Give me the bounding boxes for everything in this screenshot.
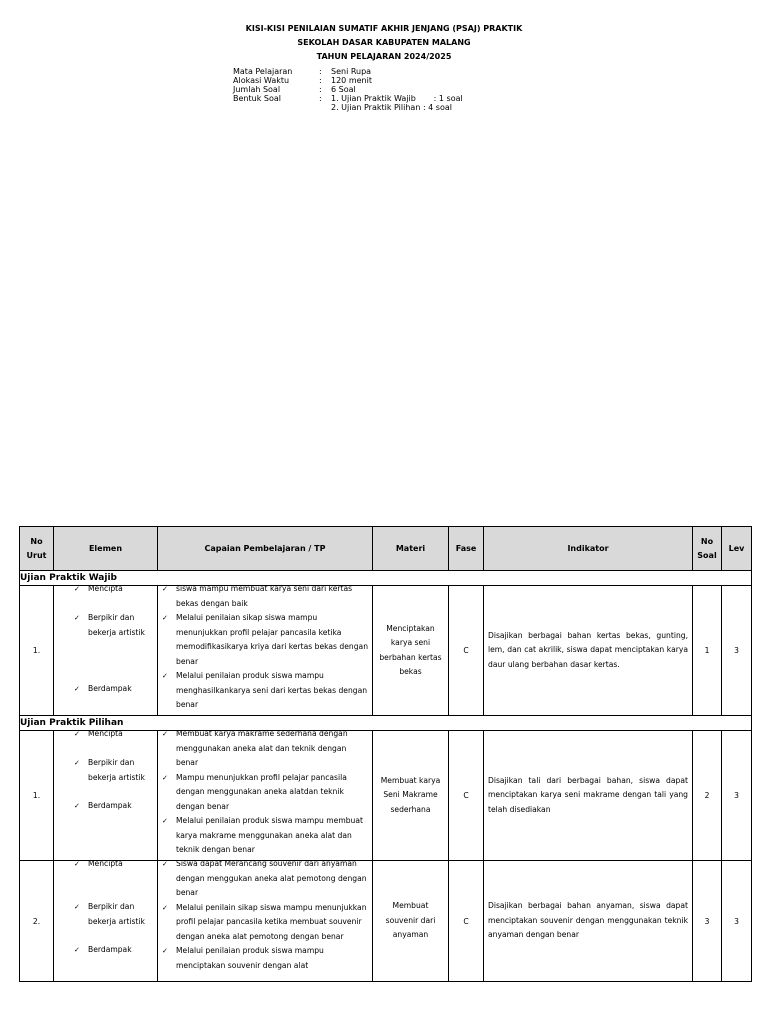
element-item [54, 727, 157, 742]
cell-lev: 3 [722, 731, 752, 861]
cell-indikator [484, 586, 693, 716]
capaian-text: Membuat karya makrame sederhana dengan menggunakan aneka alat dan teknik dengan benar [176, 730, 348, 767]
cell-materi [373, 731, 449, 861]
indikator-text: Disajikan tali dari berbagai bahan, siswa dapat menciptakan karya seni makrame dengan tali yang telah disediakan [488, 775, 688, 814]
table-row [20, 586, 752, 716]
info-value-continued: 2. Ujian Praktik Pilihan : 4 soal [331, 103, 452, 112]
check-icon: ✓ [162, 860, 168, 868]
capaian-item [158, 771, 372, 815]
info-sep: : [319, 94, 322, 103]
indikator-text: Disajikan berbagai bahan kertas bekas, gunting, lem, dan cat akrilik, siswa dapat menciptakan karya daur ulang berbahan dasar kertas. [488, 630, 688, 669]
element-label: Berpikir dan bekerja artistik [88, 758, 145, 782]
element-item [54, 943, 157, 958]
info-row-mapel [233, 67, 463, 76]
cell-lev: 3 [722, 586, 752, 716]
info-sep: : [319, 76, 322, 85]
check-icon: ✓ [162, 773, 168, 782]
cell-elemen [54, 861, 158, 982]
check-icon: ✓ [74, 614, 80, 622]
capaian-text: Melalui penilaian produk siswa mampu menciptakan souvenir dengan alat [176, 946, 324, 970]
check-icon: ✓ [162, 947, 168, 955]
col-header-capaian: Capaian Pembelajaran / TP [158, 527, 373, 571]
table-row [20, 731, 752, 861]
capaian-item [158, 861, 372, 901]
check-icon: ✓ [74, 802, 80, 810]
cell-no-urut: 2. [20, 861, 54, 982]
table-header-row [20, 527, 752, 571]
cell-capaian [158, 861, 373, 982]
element-label: Berpikir dan bekerja artistik [88, 613, 145, 637]
info-value: Seni Rupa [331, 67, 372, 76]
title-line-1: KISI-KISI PENILAIAN SUMATIF AKHIR JENJANG (PSAJ) PRAKTIK [245, 24, 523, 33]
element-label: Mencipta [88, 584, 123, 593]
col-header-no-soal: No Soal [693, 527, 722, 571]
capaian-text: Mampu menunjukkan profil pelajar pancasila dengan menggunakan aneka alatdan teknik dengan benar [176, 772, 347, 811]
title-line-3: TAHUN PELAJARAN 2024/2025 [316, 52, 452, 61]
col-header-lev: Lev [722, 527, 752, 571]
check-icon: ✓ [162, 672, 168, 680]
check-icon: ✓ [162, 817, 168, 825]
col-header-elemen: Elemen [54, 527, 158, 571]
capaian-item [158, 814, 372, 858]
capaian-item [158, 901, 372, 945]
cell-fase: C [449, 731, 484, 861]
info-value: 120 menit [331, 76, 372, 85]
capaian-item [158, 944, 372, 973]
indikator-text: Disajikan berbagai bahan anyaman, siswa dapat menciptakan souvenir dengan menggunakan teknik anyaman dengan benar [488, 901, 688, 940]
info-row-bentuk [233, 94, 463, 103]
col-header-indikator: Indikator [484, 527, 693, 571]
element-item [54, 756, 157, 785]
element-label: Berdampak [88, 684, 132, 693]
info-sep: : [319, 67, 322, 76]
capaian-text: Siswa dapat Merancang souvenir dari anyaman dengan menggukan aneka alat pemotong dengan benar [176, 860, 367, 897]
info-label: Jumlah Soal [233, 85, 281, 94]
check-icon: ✓ [74, 903, 80, 911]
cell-materi [373, 861, 449, 982]
cell-fase: C [449, 861, 484, 982]
element-item [54, 582, 157, 597]
check-icon: ✓ [74, 946, 80, 954]
element-item [54, 900, 157, 929]
element-label: Berdampak [88, 801, 132, 810]
check-icon: ✓ [162, 903, 168, 912]
element-item [54, 682, 157, 697]
cell-indikator [484, 731, 693, 861]
capaian-text: siswa mampu membuat karya seni dari kertas bekas dengan baik [176, 585, 353, 608]
cell-no-soal: 1 [693, 586, 722, 716]
col-header-no-urut: No Urut [20, 527, 54, 571]
check-icon: ✓ [74, 585, 80, 593]
materi-text: Membuat souvenir dari anyaman [385, 901, 436, 940]
cell-materi [373, 586, 449, 716]
element-label: Mencipta [88, 859, 123, 868]
capaian-text: Melalui penilaian produk siswa mampu menghasilkankarya seni dari kertas bekas dengan benar [176, 671, 368, 709]
title-line-2: SEKOLAH DASAR KABUPATEN MALANG [297, 38, 471, 47]
section-title: Ujian Praktik Wajib [20, 571, 752, 586]
cell-elemen [54, 731, 158, 861]
materi-text: Menciptakan karya seni berbahan kertas bekas [379, 623, 442, 676]
materi-text: Membuat karya Seni Makrame sederhana [380, 775, 441, 814]
info-row-alokasi [233, 76, 463, 85]
col-header-fase: Fase [449, 527, 484, 571]
info-label: Bentuk Soal [233, 94, 281, 103]
capaian-item [158, 731, 372, 771]
cell-no-soal: 2 [693, 731, 722, 861]
capaian-text: Melalui penilaian sikap siswa mampu menunjukkan profil pelajar pancasila ketika memodifikasikarya kriya dari kertas bekas dengan benar [176, 613, 369, 666]
info-label: Alokasi Waktu [233, 76, 290, 85]
element-label: Berpikir dan bekerja artistik [88, 902, 145, 926]
check-icon: ✓ [74, 759, 80, 767]
cell-no-soal: 3 [693, 861, 722, 982]
cell-elemen [54, 586, 158, 716]
element-label: Mencipta [88, 729, 123, 738]
capaian-item [158, 669, 372, 713]
cell-no-urut: 1. [20, 731, 54, 861]
element-item [54, 611, 157, 640]
check-icon: ✓ [74, 730, 80, 738]
element-label: Berdampak [88, 945, 132, 954]
info-block [233, 67, 463, 112]
cell-lev: 3 [722, 861, 752, 982]
cell-no-urut: 1. [20, 586, 54, 716]
info-value: 1. Ujian Praktik Wajib : 1 soal [331, 94, 463, 103]
document-header [0, 22, 768, 64]
check-icon: ✓ [74, 860, 80, 868]
capaian-text: Melalui penilain sikap siswa mampu menunjukkan profil pelajar pancasila ketika membuat souvenir dengan aneka alat pemotong dengan benar [176, 902, 367, 941]
section-title: Ujian Praktik Pilihan [20, 716, 752, 731]
kisi-kisi-table [19, 526, 752, 982]
info-row-jumlah [233, 85, 463, 94]
check-icon: ✓ [162, 585, 168, 593]
info-value: 6 Soal [331, 85, 356, 94]
cell-fase: C [449, 586, 484, 716]
cell-indikator [484, 861, 693, 982]
col-header-materi: Materi [373, 527, 449, 571]
capaian-item [158, 586, 372, 612]
element-item [54, 857, 157, 872]
info-label: Mata Pelajaran [233, 67, 293, 76]
check-icon: ✓ [162, 614, 168, 622]
check-icon: ✓ [74, 685, 80, 693]
info-sep: : [319, 85, 322, 94]
element-item [54, 799, 157, 814]
cell-capaian [158, 586, 373, 716]
capaian-text: Melalui penilaian produk siswa mampu membuat karya makrame menggunakan aneka alat dan teknik dengan benar [176, 816, 363, 854]
capaian-item [158, 611, 372, 669]
cell-capaian [158, 731, 373, 861]
table-row [20, 861, 752, 982]
check-icon: ✓ [162, 730, 168, 738]
